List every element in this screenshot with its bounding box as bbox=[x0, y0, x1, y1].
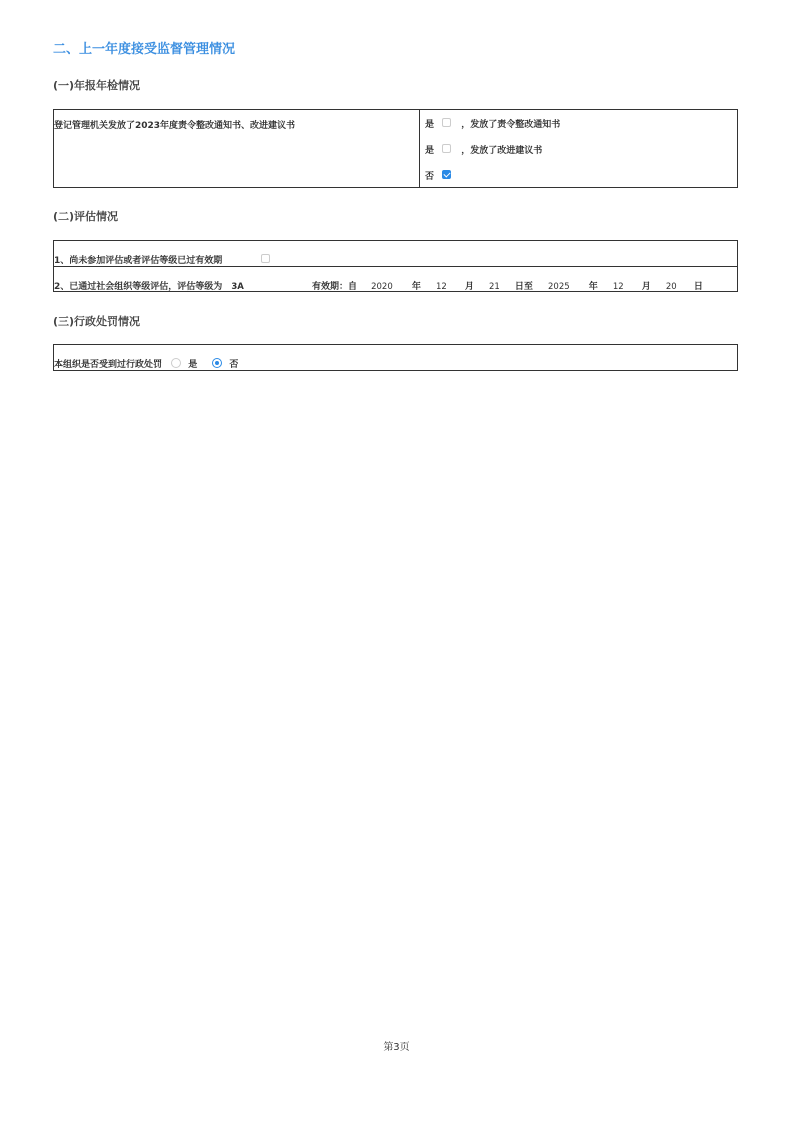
option-none[interactable] bbox=[425, 164, 451, 183]
penalty-question: 本组织是否受到过行政处罚 bbox=[54, 360, 163, 370]
penalty-yes-label: 是 bbox=[188, 360, 198, 370]
option-label: ，发放了责令整改通知书 bbox=[461, 120, 561, 130]
option-label: ，发放了改进建议书 bbox=[461, 146, 543, 156]
option-prefix: 是 bbox=[425, 120, 435, 130]
evaluation-title: (二)评估情况 bbox=[53, 210, 119, 223]
penalty-yes-radio[interactable] bbox=[171, 358, 181, 368]
annual-inspection-question: 登记管理机关发放了2023年度责令整改通知书、改进建议书 bbox=[54, 121, 296, 131]
start-day: 21 bbox=[488, 282, 500, 292]
day-to: 日至 bbox=[514, 282, 533, 292]
evaluation-box bbox=[53, 240, 738, 292]
section-title: 二、上一年度接受监督管理情况 bbox=[53, 42, 236, 57]
penalty-no-label: 否 bbox=[229, 360, 239, 370]
page-number: 第3页 bbox=[383, 1042, 410, 1053]
penalty-no-radio[interactable] bbox=[212, 358, 222, 368]
expired-evaluation-checkbox[interactable] bbox=[261, 254, 270, 263]
rectification-notice-checkbox[interactable] bbox=[442, 118, 451, 127]
month-unit: 月 bbox=[464, 282, 474, 292]
column-divider bbox=[419, 110, 420, 187]
month-unit: 月 bbox=[641, 282, 651, 292]
option-rectification-notice[interactable] bbox=[425, 112, 560, 131]
row-divider bbox=[54, 266, 737, 267]
end-year: 2025 bbox=[548, 282, 570, 292]
annual-inspection-box bbox=[53, 109, 738, 188]
valid-label: 有效期：自 bbox=[312, 282, 358, 292]
day-unit: 日 bbox=[693, 282, 703, 292]
year-unit: 年 bbox=[411, 282, 421, 292]
none-checkbox[interactable] bbox=[442, 170, 451, 179]
penalty-row bbox=[54, 352, 238, 371]
year-unit: 年 bbox=[588, 282, 598, 292]
evaluation-row-2 bbox=[54, 274, 244, 293]
evaluation-row-1-label: 1、尚未参加评估或者评估等级已过有效期 bbox=[54, 256, 223, 266]
penalty-title: (三)行政处罚情况 bbox=[53, 315, 141, 328]
end-day: 20 bbox=[665, 282, 677, 292]
validity-period bbox=[312, 274, 703, 293]
improvement-suggestion-checkbox[interactable] bbox=[442, 144, 451, 153]
annual-inspection-title: (一)年报年检情况 bbox=[53, 79, 141, 92]
start-month: 12 bbox=[435, 282, 447, 292]
evaluation-row-2-label: 2、已通过社会组织等级评估，评估等级为 bbox=[54, 282, 223, 292]
start-year: 2020 bbox=[371, 282, 393, 292]
option-improvement-suggestion[interactable] bbox=[425, 138, 542, 157]
option-prefix: 是 bbox=[425, 146, 435, 156]
option-prefix: 否 bbox=[425, 172, 435, 182]
penalty-box bbox=[53, 344, 738, 371]
evaluation-row-1 bbox=[54, 248, 270, 267]
end-month: 12 bbox=[612, 282, 624, 292]
evaluation-grade: 3A bbox=[231, 282, 244, 292]
